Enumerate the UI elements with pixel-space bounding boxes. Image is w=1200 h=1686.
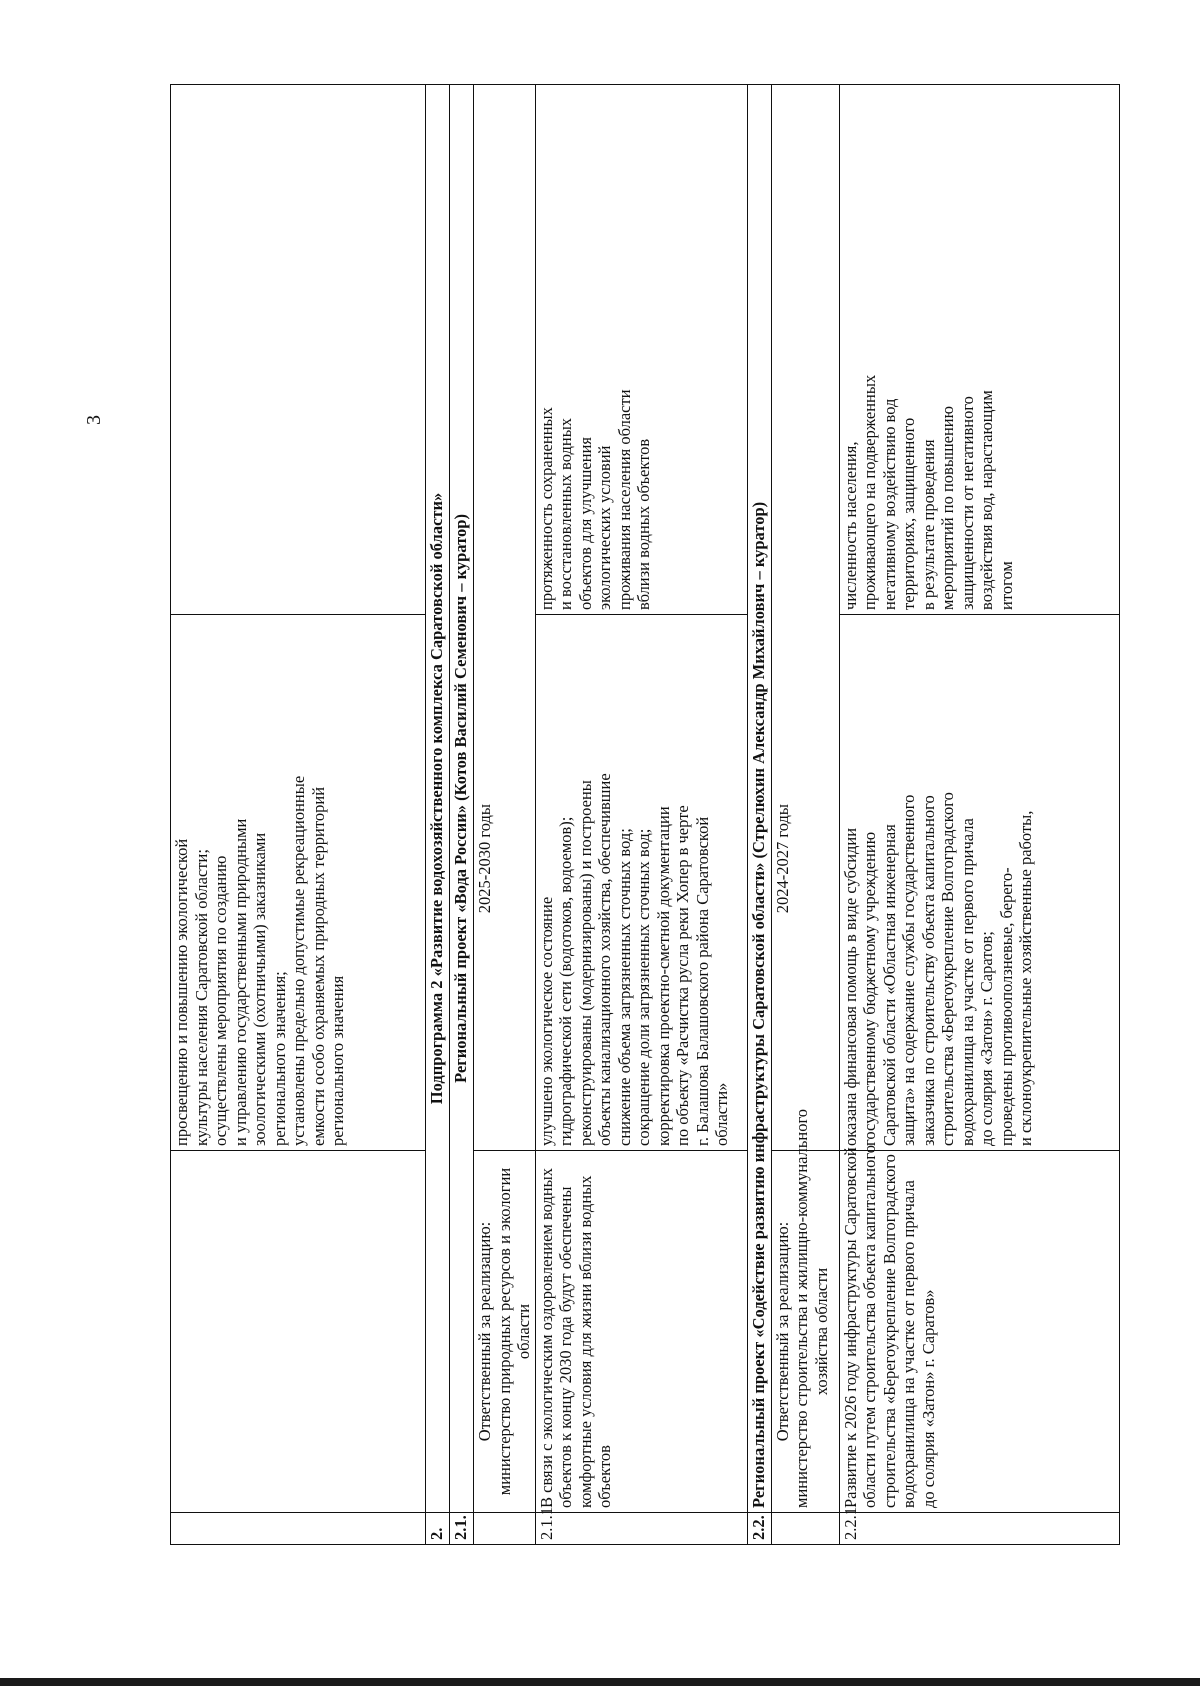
text-line: Саратовской области «Областная инженерная [879, 824, 899, 1146]
task-cell [535, 1151, 747, 1513]
text-line: водохранилища на участке от первого причала [899, 1180, 918, 1508]
cell-result-continuation [171, 614, 426, 1150]
row-number: 2.1. [450, 1513, 474, 1545]
text-line: строительства «Берегоукрепление Волгоградского [938, 792, 957, 1146]
text-line: области» [712, 1082, 731, 1146]
table-row-project-2-2 [747, 84, 771, 1544]
program-table [170, 84, 1120, 1545]
cell-num [771, 1513, 839, 1545]
text-line: и склоноукрепительные хозяйственные работы, [1016, 810, 1035, 1146]
text-line: экологических условий [595, 445, 614, 610]
text-line: по объекту «Расчистка русла реки Хопер в черте [673, 805, 692, 1146]
row-number: 2. [426, 1513, 450, 1545]
text-line: вблизи водных объектов [634, 438, 653, 610]
text-line: водохранилища на участке от первого причала [957, 818, 977, 1146]
text-line: регионального значения [328, 975, 347, 1146]
cell-task [171, 1151, 426, 1513]
responsible-org: министерство природных ресурсов и экологии области [494, 1167, 533, 1496]
text-line: культуры населения Саратовской области; [191, 849, 211, 1146]
text-line: до солярия «Затон» г. Саратов» [918, 1289, 938, 1508]
text-line: защищенности от негативного [957, 396, 977, 610]
text-line: емкости особо охраняемых природных территорий [308, 786, 328, 1146]
responsible-label: Ответственный за реализацию: [772, 1221, 792, 1442]
text-line: регионального значения; [269, 971, 289, 1146]
task-cell [839, 1145, 1120, 1513]
text-line: до солярия «Затон» г. Саратов; [977, 931, 996, 1146]
row-number: 2.1.1. [535, 1513, 747, 1545]
text-line: негативному воздействию вод [879, 398, 899, 610]
responsible-org: хозяйства области [811, 1267, 831, 1396]
text-line: территориях, защищенного [899, 417, 918, 610]
table-row-subprogram-2 [426, 84, 450, 1544]
text-line: просвещению и повышению экологической [172, 838, 191, 1146]
table-row-project-2-1-responsible [474, 84, 536, 1544]
text-line: государственному бюджетному учреждению [860, 831, 879, 1146]
table-row-2-1-1 [535, 84, 747, 1544]
text-line: г. Балашова Балашовского района Саратовской [692, 816, 712, 1146]
text-line: объектов [595, 1445, 614, 1508]
implementation-period: 2024-2027 годы [772, 804, 792, 914]
text-line: численность населения, [840, 441, 860, 610]
text-line: оказана финансовая помощь в виде субсидии [840, 827, 860, 1146]
table-row-project-2-2-responsible [771, 84, 839, 1544]
text-line: итогом [996, 561, 1016, 610]
result-cell [535, 614, 747, 1150]
text-line: В связи с экологическим оздоровлением водных [536, 1168, 556, 1508]
text-line: области путем строительства объекта капитального [860, 1145, 879, 1508]
indicator-cell [839, 84, 1120, 614]
text-line: проведены противооползневые, берего- [996, 867, 1016, 1146]
row-number: 2.2. [747, 1513, 771, 1545]
page-number: 3 [83, 415, 105, 425]
text-line: проживания населения области [614, 389, 634, 610]
text-line: объектов к концу 2030 года будут обеспечены [556, 1186, 575, 1508]
table-row-project-2-1 [450, 84, 474, 1544]
project-title: Региональный проект «Содействие развитию инфраструктуры Саратовской области» (Стрелюхин Александр Михайлович – куратор) [747, 84, 771, 1512]
text-line: и управлению государственными природными [230, 818, 250, 1146]
subprogram-title: Подпрограмма 2 «Развитие водохозяйственного комплекса Саратовской области» [426, 84, 450, 1512]
responsible-label: Ответственный за реализацию: [475, 1221, 494, 1442]
text-line: осуществлены мероприятия по созданию [211, 855, 230, 1146]
cell-num [171, 1513, 426, 1545]
text-line: зоологическими (охотничьими) заказниками [250, 832, 269, 1146]
text-line: установлены предельно допустимые рекреационные [289, 775, 308, 1146]
scan-edge [0, 1678, 1200, 1686]
responsible-cell [771, 1108, 839, 1513]
text-line: улучшено экологическое состояние [536, 896, 556, 1146]
period-cell [771, 84, 839, 1150]
text-line: снижение объема загрязненных сточных вод; [614, 828, 634, 1146]
table-row-2-2-1 [839, 84, 1120, 1544]
rotated-document-page [170, 85, 1120, 1545]
text-line: в результате проведения [918, 439, 938, 610]
text-line: воздействия вод, нарастающим [977, 390, 996, 610]
implementation-period: 2025-2030 годы [475, 804, 494, 914]
text-line: Развитие к 2026 году инфраструктуры Саратовской [840, 1147, 860, 1508]
text-line: протяженность сохраненных [536, 407, 556, 610]
text-line: реконструированы (модернизированы) и построены [575, 780, 595, 1146]
text-line: гидрографической сети (водотоков, водоемов); [556, 816, 575, 1146]
project-title: Региональный проект «Вода России» (Котов Василий Семенович – куратор) [450, 84, 474, 1512]
result-cell [839, 614, 1120, 1150]
text-line: корректировка проектно-сметной документации [653, 806, 673, 1146]
text-line: мероприятий по повышению [938, 406, 957, 610]
cell-indicator [171, 84, 426, 614]
responsible-cell [474, 1151, 536, 1513]
table-row-continuation [171, 84, 426, 1544]
cell-num [474, 1513, 536, 1545]
text-line: комфортные условия для жизни вблизи водных [575, 1175, 595, 1508]
indicator-cell [535, 84, 747, 614]
text-line: проживающего на подверженных [860, 374, 879, 610]
text-line: и восстановленных водных [556, 417, 575, 610]
text-line: строительства «Берегоукрепление Волгоградского [879, 1154, 899, 1508]
period-cell [474, 84, 536, 1150]
text-line: защита» на содержание службы государственного [899, 794, 918, 1146]
text-line: объектов для улучшения [575, 437, 595, 610]
text-line: сокращение доли загрязненных сточных вод; [634, 828, 653, 1146]
text-line: объекты канализационного хозяйства, обеспечившие [595, 773, 614, 1146]
responsible-org: министерство строительства и жилищно-коммунального [792, 1108, 811, 1508]
text-line: заказчика по строительству объекта капитального [918, 795, 938, 1146]
row-number: 2.2.1. [839, 1513, 1120, 1545]
